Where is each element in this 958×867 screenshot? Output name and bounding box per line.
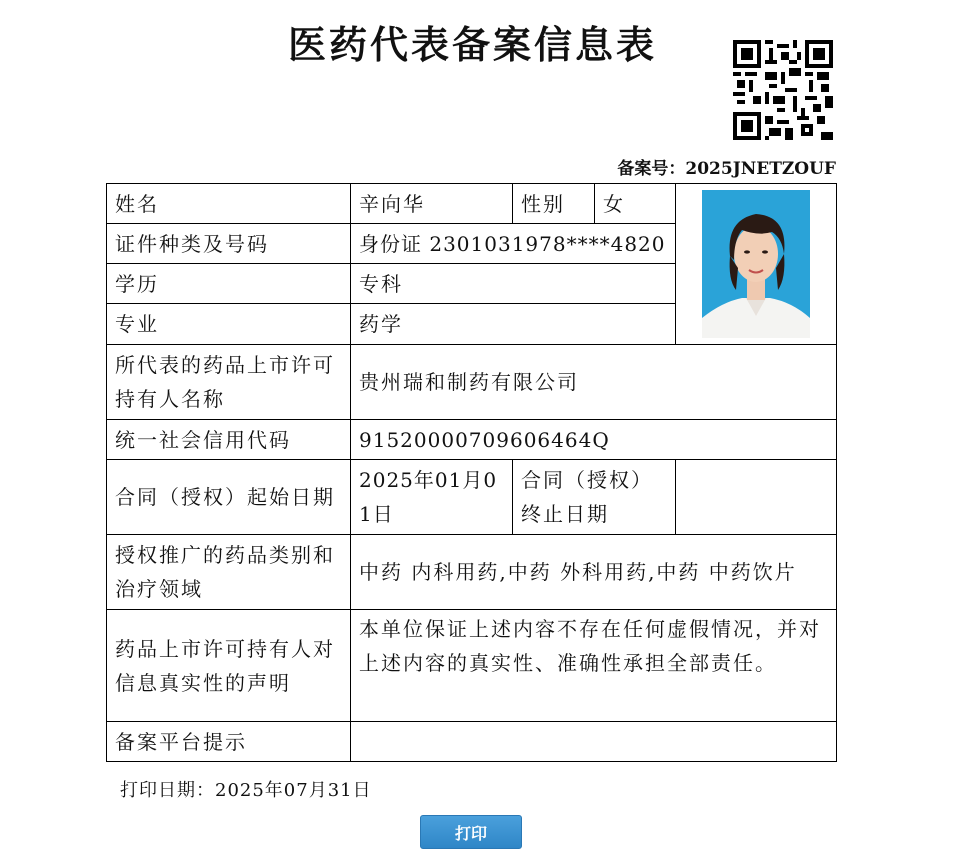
photo-cell <box>676 184 837 345</box>
info-table <box>106 183 837 762</box>
holder-value: 贵州瑞和制药有限公司 <box>351 345 837 420</box>
print-date: 打印日期：2025年07月31日 <box>120 780 372 801</box>
drug-category-value: 中药 内科用药,中药 外科用药,中药 中药饮片 <box>351 535 837 610</box>
education-value: 专科 <box>351 264 676 304</box>
statement-value: 本单位保证上述内容不存在任何虚假情况，并对上述内容的真实性、准确性承担全部责任。 <box>351 610 837 722</box>
education-label: 学历 <box>107 264 351 304</box>
contract-end-label: 合同（授权）终止日期 <box>513 460 676 535</box>
name-label: 姓名 <box>107 184 351 224</box>
major-value: 药学 <box>351 304 676 345</box>
holder-label: 所代表的药品上市许可持有人名称 <box>107 345 351 420</box>
filing-number-label: 备案号： <box>617 159 686 179</box>
platform-notice-label: 备案平台提示 <box>107 722 351 762</box>
person-photo <box>702 190 810 338</box>
contract-start-label: 合同（授权）起始日期 <box>107 460 351 535</box>
credit-code-value: 91520000709606464Q <box>351 420 837 460</box>
gender-value: 女 <box>595 184 676 224</box>
major-label: 专业 <box>107 304 351 345</box>
filing-number <box>617 154 836 179</box>
drug-category-label: 授权推广的药品类别和治疗领域 <box>107 535 351 610</box>
gender-label: 性别 <box>513 184 595 224</box>
qr-code-icon <box>733 40 833 140</box>
id-value: 身份证 2301031978****4820 <box>351 224 676 264</box>
contract-start-value: 2025年01月01日 <box>351 460 513 535</box>
page-title: 医药代表备案信息表 <box>287 22 657 67</box>
name-value: 辛向华 <box>351 184 513 224</box>
platform-notice-value <box>351 722 837 762</box>
credit-code-label: 统一社会信用代码 <box>107 420 351 460</box>
contract-end-value <box>676 460 837 535</box>
statement-label: 药品上市许可持有人对信息真实性的声明 <box>107 610 351 722</box>
filing-number-value: 2025JNETZOUF <box>685 159 836 179</box>
print-button[interactable]: 打印 <box>420 815 522 849</box>
id-label: 证件种类及号码 <box>107 224 351 264</box>
